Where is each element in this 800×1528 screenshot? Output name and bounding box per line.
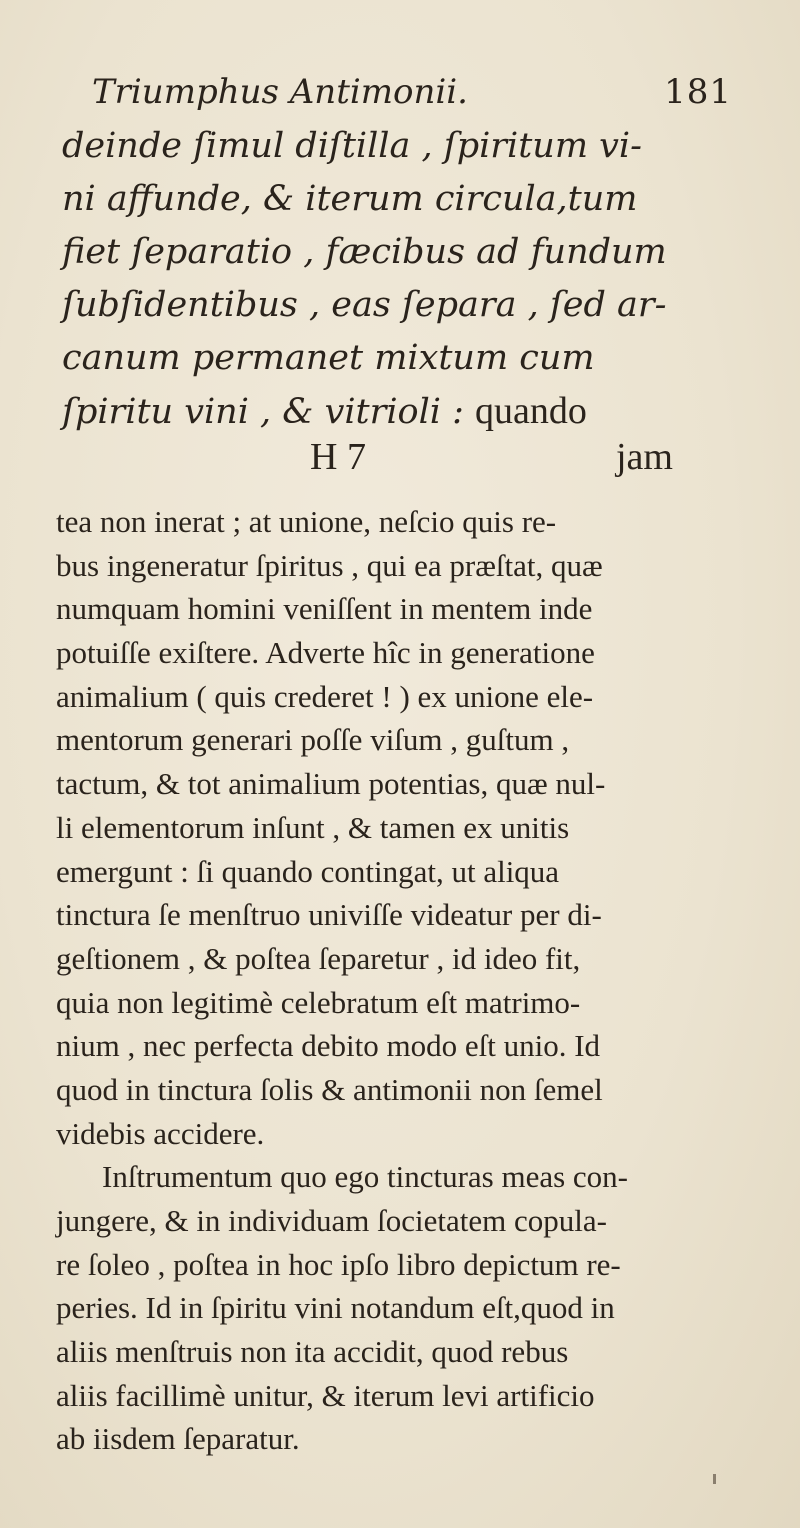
signature-mark: H 7 [310, 436, 366, 478]
text-line: tinctura ſe menſtruo univiſſe videatur per di- [56, 897, 602, 933]
text-line: mentorum generari poſſe viſum , guſtum , [56, 722, 570, 758]
text-line: nium , nec perfecta debito modo eſt unio. Id [56, 1028, 601, 1064]
text-line: bus ingeneratur ſpiritus , qui ea præſtat, quæ [56, 547, 603, 583]
roman-word: quando [475, 390, 587, 432]
text-line: videbis accidere. [56, 1115, 265, 1151]
text-line: geſtionem , & poſtea ſeparetur , id ideo fit, [56, 940, 581, 976]
italic-line: ſubſidentibus , eas ſepara , ſed ar- [62, 285, 667, 325]
text-line: jungere, & in individuam ſocietatem copula- [56, 1203, 607, 1238]
signature-row [0, 435, 800, 485]
text-line: animalium ( quis crederet ! ) ex unione ele- [56, 678, 594, 714]
text-line: quod in tinctura ſolis & antimonii non ſemel [56, 1071, 603, 1107]
text-line: tactum, & tot animalium potentias, quæ nul- [56, 766, 606, 802]
italic-line: ni affunde, & iterum circula,tum [62, 179, 638, 219]
body-text [56, 500, 776, 1461]
text-line: aliis menſtruis non ita accidit, quod rebus [56, 1334, 569, 1370]
italic-line: deinde ſimul diſtilla , ſpiritum vi- [62, 126, 642, 166]
margin-mark [713, 1474, 716, 1484]
italic-paragraph [62, 120, 762, 438]
text-line: ab iisdem ſeparatur. [56, 1421, 300, 1457]
page-number: 181 [664, 72, 732, 112]
running-title: Triumphus Antimonii. [92, 72, 468, 112]
text-line: aliis facillimè unitur, & iterum levi artificio [56, 1377, 595, 1413]
text-line: quia non legitimè celebratum eſt matrimo- [56, 984, 581, 1020]
text-line: peries. Id in ſpiritu vini notandum eſt,quod in [56, 1290, 615, 1326]
text-line: emergunt : ſi quando contingat, ut aliqua [56, 853, 560, 889]
italic-line: canum permanet mixtum cum [62, 338, 595, 378]
catchword: jam [616, 436, 673, 478]
italic-line: fiet ſeparatio , fæcibus ad fundum [62, 232, 667, 272]
text-line: re ſoleo , poſtea in hoc ipſo libro depictum re- [56, 1246, 621, 1282]
text-line: numquam homini veniſſent in mentem inde [56, 591, 593, 627]
text-line: tea non inerat ; at unione, neſcio quis re- [56, 504, 557, 539]
italic-line: ſpiritu vini , & vitrioli : quando [62, 390, 587, 432]
text-line: potuiſſe exiſtere. Adverte hîc in generatione [56, 635, 595, 671]
text-line: li elementorum inſunt , & tamen ex unitis [56, 809, 570, 845]
paragraph-start-line: Inſtrumentum quo ego tincturas meas con- [102, 1159, 629, 1195]
